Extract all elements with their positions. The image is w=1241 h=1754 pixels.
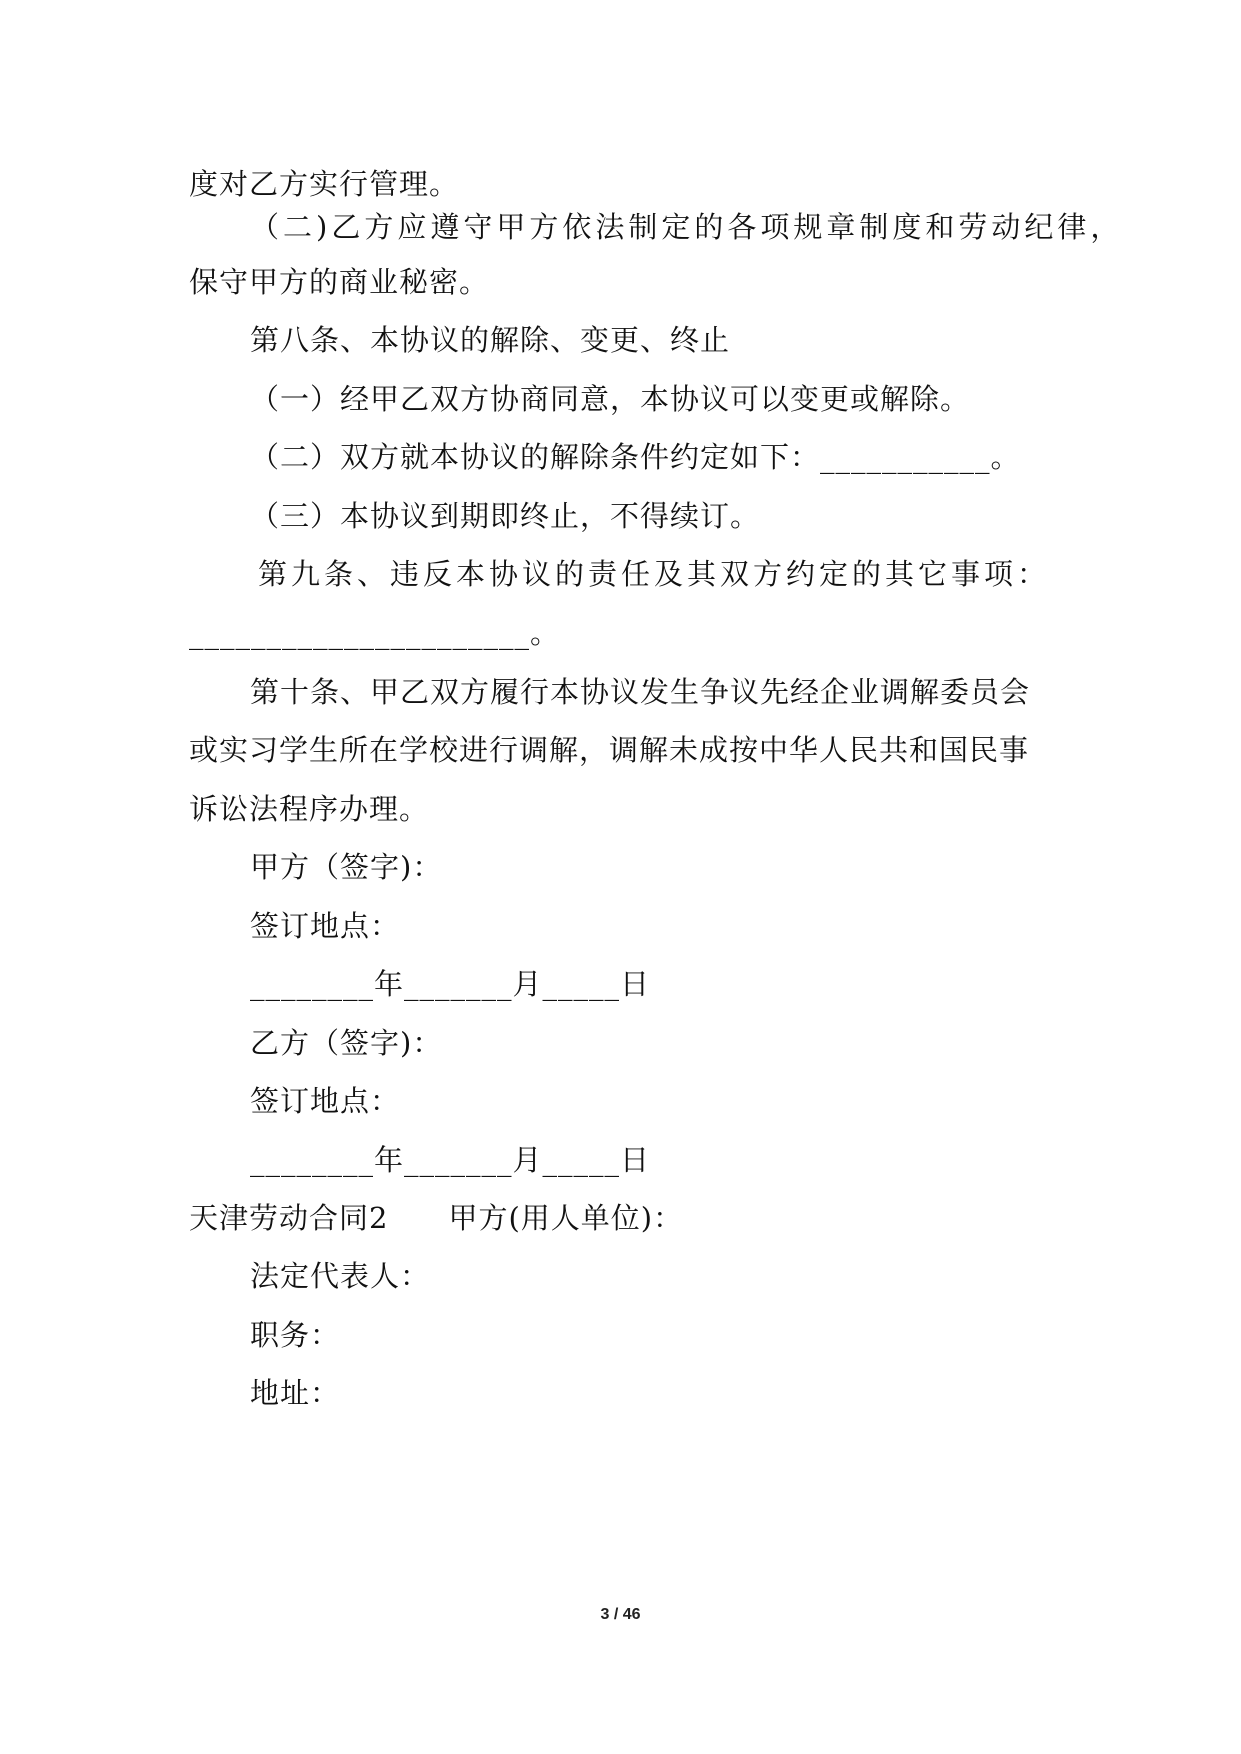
signature-label: 甲方（签字)： [250, 850, 443, 884]
field-label: 职务： [250, 1318, 341, 1352]
page-number: 3 / 46 [600, 1606, 641, 1623]
section-heading: 第八条、本协议的解除、变更、终止 [250, 323, 731, 357]
signing-place-label: 签订地点： [250, 909, 401, 943]
field-label: 地址： [250, 1376, 341, 1410]
paragraph-line: （二）双方就本协议的解除条件约定如下：___________。 [250, 440, 1021, 474]
signing-place-label: 签订地点： [250, 1084, 401, 1118]
paragraph-line: 度对乙方实行管理。 [189, 167, 460, 201]
section-heading: 第十条、甲乙双方履行本协议发生争议先经企业调解委员会 [250, 675, 1031, 709]
paragraph-line: 诉讼法程序办理。 [189, 792, 430, 826]
date-blank-line: ________年_______月_____日 [250, 967, 651, 1001]
field-label: 法定代表人： [250, 1259, 431, 1293]
section-heading: 第九条、违反本协议的责任及其双方约定的其它事项： [258, 557, 1051, 591]
paragraph-line: 或实习学生所在学校进行调解，调解未成按中华人民共和国民事 [189, 733, 1030, 767]
paragraph-line: （三）本协议到期即终止，不得续订。 [250, 499, 761, 533]
paragraph-line: （一）经甲乙双方协商同意，本协议可以变更或解除。 [250, 382, 971, 416]
blank-fill-line: ______________________。 [189, 616, 561, 650]
paragraph-line: 保守甲方的商业秘密。 [189, 265, 490, 299]
date-blank-line: ________年_______月_____日 [250, 1143, 651, 1177]
paragraph-line: （二)乙方应遵守甲方依法制定的各项规章制度和劳动纪律， [250, 210, 1124, 244]
contract-title-line: 天津劳动合同2 甲方(用人单位)： [189, 1201, 684, 1235]
signature-label: 乙方（签字)： [250, 1026, 443, 1060]
